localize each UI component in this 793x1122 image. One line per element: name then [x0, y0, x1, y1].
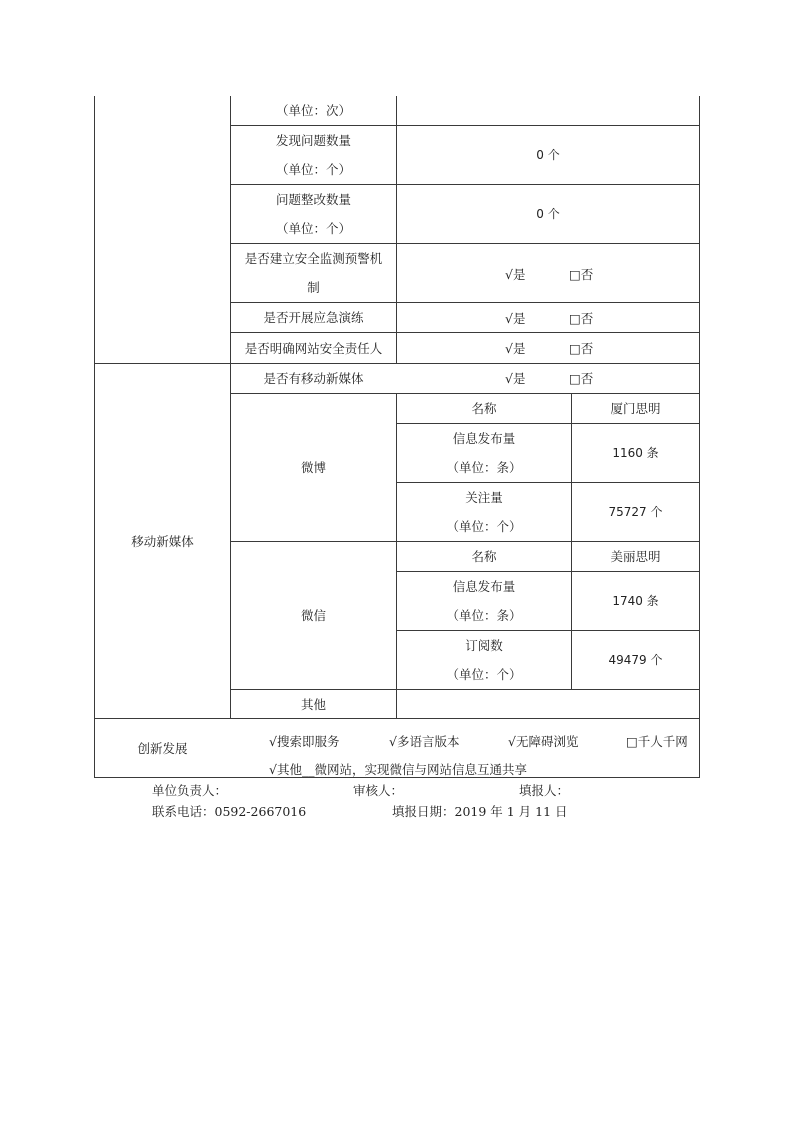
innovation-label: 创新发展	[137, 740, 188, 756]
warn-label-line2: 制	[307, 280, 320, 295]
wechat-name-label-cell	[397, 542, 571, 571]
weibo-posts-cell	[572, 424, 699, 482]
innovation-search-option[interactable]: √搜索即服务	[269, 734, 340, 749]
reviewer-label: 审核人：	[353, 783, 404, 798]
grid-line	[699, 96, 700, 778]
innovation-label-cell	[95, 719, 230, 777]
found-value: 0 个	[536, 147, 560, 162]
warn-no-checkbox[interactable]: □否	[569, 267, 594, 282]
innovation-personal-option[interactable]: □千人千网	[626, 734, 688, 749]
wechat-posts-unit: （单位：条）	[446, 608, 522, 623]
weibo-follow-value: 75727 个	[608, 504, 663, 519]
wechat-sub-cell	[572, 631, 699, 689]
resp-yes-checkbox[interactable]: √是	[505, 341, 526, 356]
other-label: 其他	[300, 696, 326, 712]
has-mobile-label: 是否有移动新媒体	[263, 371, 364, 386]
wechat-sub-value: 49479 个	[608, 652, 663, 667]
weibo-label: 微博	[300, 460, 326, 475]
weibo-name: 厦门思明	[610, 401, 661, 416]
wechat-sub-label-cell	[397, 631, 571, 689]
fixed-value: 0 个	[536, 206, 560, 221]
drill-no-checkbox[interactable]: □否	[569, 311, 594, 326]
weibo-follow-label-cell	[397, 483, 571, 541]
fixed-label-cell	[231, 185, 396, 243]
drill-label: 是否开展应急演练	[263, 310, 364, 325]
fixed-value-cell	[397, 185, 699, 243]
weibo-posts-unit: （单位：条）	[446, 460, 522, 475]
wechat-posts-value: 1740 条	[612, 593, 659, 608]
phone-label: 联系电话：0592-2667016	[152, 804, 307, 819]
found-unit: （单位：个）	[275, 162, 351, 177]
resp-label: 是否明确网站安全责任人	[244, 340, 383, 356]
innovation-access-option[interactable]: √无障碍浏览	[508, 734, 579, 749]
found-label: 发现问题数量	[275, 133, 351, 148]
fixed-unit: （单位：个）	[275, 221, 351, 236]
other-label-cell	[231, 690, 396, 718]
found-label-cell	[231, 126, 396, 184]
wechat-name-label: 名称	[471, 549, 497, 564]
weibo-follow-label: 关注量	[465, 490, 503, 505]
innovation-lang-option[interactable]: √多语言版本	[389, 734, 460, 749]
inspect-unit-cell	[231, 96, 396, 125]
warn-label-cell	[231, 244, 396, 302]
mobile-section-label-cell	[95, 364, 230, 718]
resp-no-checkbox[interactable]: □否	[569, 341, 594, 356]
has-mobile-no-checkbox[interactable]: □否	[569, 371, 594, 386]
wechat-posts-cell	[572, 572, 699, 630]
has-mobile-yes-checkbox[interactable]: √是	[505, 371, 526, 386]
wechat-sub-label: 订阅数	[465, 638, 503, 653]
weibo-name-label: 名称	[471, 401, 497, 416]
wechat-posts-label: 信息发布量	[452, 579, 516, 594]
wechat-posts-label-cell	[397, 572, 571, 630]
weibo-name-cell	[572, 394, 699, 423]
drill-yes-checkbox[interactable]: √是	[505, 311, 526, 326]
inspect-unit: （单位：次）	[275, 103, 351, 118]
drill-label-cell	[231, 303, 396, 332]
weibo-posts-label-cell	[397, 424, 571, 482]
wechat-label: 微信	[300, 608, 326, 623]
weibo-follow-unit: （单位：个）	[446, 519, 522, 534]
mobile-section-label: 移动新媒体	[131, 533, 194, 549]
weibo-name-label-cell	[397, 394, 571, 423]
weibo-posts-label: 信息发布量	[452, 431, 516, 446]
warn-yes-checkbox[interactable]: √是	[505, 267, 526, 282]
found-value-cell	[397, 126, 699, 184]
wechat-name-cell	[572, 542, 699, 571]
has-mobile-label-cell	[231, 364, 396, 393]
resp-label-cell	[231, 333, 396, 363]
wechat-label-cell	[231, 542, 396, 689]
fixed-label: 问题整改数量	[275, 192, 351, 207]
weibo-posts-value: 1160 条	[612, 445, 659, 460]
innovation-other-option[interactable]: √其他__微网站，实现微信与网站信息互通共享	[269, 762, 527, 777]
wechat-name: 美丽思明	[610, 549, 661, 564]
warn-label-line1: 是否建立安全监测预警机	[244, 251, 383, 266]
filler-label: 填报人：	[519, 783, 570, 798]
leader-label: 单位负责人：	[152, 783, 228, 798]
weibo-label-cell	[231, 394, 396, 541]
wechat-sub-unit: （单位：个）	[446, 667, 522, 682]
weibo-follow-cell	[572, 483, 699, 541]
date-label: 填报日期：2019 年 1 月 11 日	[392, 804, 568, 819]
